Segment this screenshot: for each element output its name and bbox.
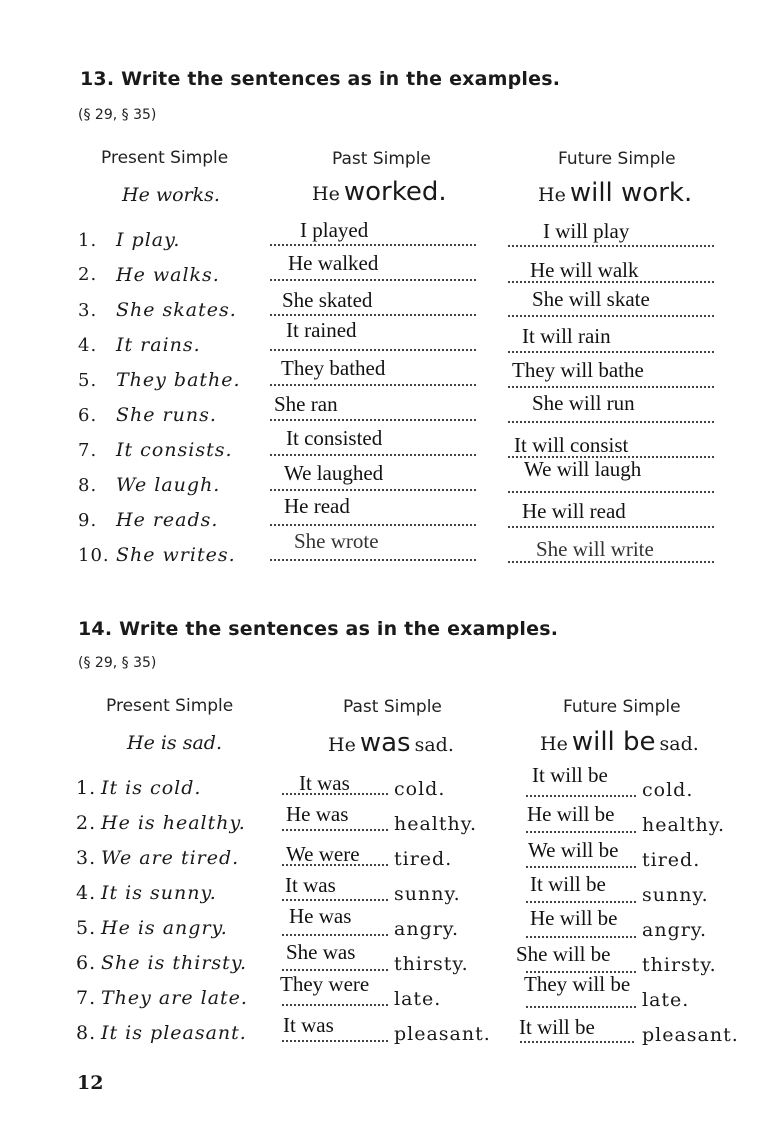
ex14-past-answer-line[interactable] (282, 969, 388, 971)
ex14-row-number: 6. (76, 952, 97, 974)
ex14-row-past-answer: She was (286, 940, 356, 964)
ex13-example-past (312, 177, 447, 207)
ex14-row-present: We are tired. (101, 847, 240, 869)
page-number: 12 (77, 1072, 104, 1094)
ex14-row-future-tail: angry. (642, 919, 708, 941)
ex14-example-future (540, 727, 699, 757)
ex14-row-present: She is thirsty. (101, 952, 248, 974)
ex14-row-past-tail: thirsty. (394, 953, 469, 975)
ex14-row-number: 2. (76, 812, 97, 834)
ex13-future-answer-line[interactable] (508, 351, 714, 353)
ex14-row-past-answer: It was (299, 771, 350, 795)
ex13-row-number: 10. (78, 545, 110, 566)
ex13-row-past-answer: She wrote (294, 529, 379, 553)
ex13-future-answer-line[interactable] (508, 491, 714, 493)
ex14-example-past (328, 728, 454, 758)
ex13-past-answer-line[interactable] (270, 314, 476, 316)
ex14-row-past-answer: He was (286, 802, 349, 826)
ex14-row-future-answer: We will be (528, 838, 619, 862)
ex14-row-past-answer: They were (280, 972, 370, 996)
ex14-row-past-tail: tired. (394, 848, 453, 870)
ex13-row-future-answer: It will rain (522, 324, 611, 348)
ex13-row-past-answer: He walked (288, 251, 379, 275)
ex13-example-past-subject: He (312, 183, 340, 205)
ex13-row-present: She writes. (116, 544, 236, 566)
ex13-row-present: It consists. (116, 439, 233, 461)
ex14-example-past-subject: He (328, 734, 356, 756)
ex14-row-past-answer: It was (283, 1013, 334, 1037)
ex14-row-number: 3. (76, 847, 97, 869)
ex13-row-number: 3. (78, 300, 98, 321)
ex13-row-past-answer: It consisted (286, 426, 383, 450)
ex14-row-future-tail: sunny. (642, 884, 709, 906)
ex13-row-future-answer: He will walk (530, 258, 639, 282)
ex13-row-future-answer: She will run (532, 391, 635, 415)
ex14-row-future-tail: pleasant. (642, 1024, 739, 1046)
ex13-row-future-answer: It will consist (514, 433, 629, 457)
ex13-row-present: She runs. (116, 404, 217, 426)
ex14-row-future-answer: It will be (519, 1015, 595, 1039)
ex14-header-present: Present Simple (106, 696, 234, 716)
ex14-past-answer-line[interactable] (282, 1040, 388, 1042)
ex14-example-future-tail: sad. (659, 733, 699, 755)
ex14-row-past-tail: sunny. (394, 883, 461, 905)
ex14-header-future: Future Simple (563, 697, 681, 717)
ex14-future-answer-line[interactable] (526, 901, 636, 903)
ex13-row-number: 4. (78, 335, 98, 356)
ex13-row-number: 5. (78, 370, 98, 391)
ex13-past-answer-line[interactable] (270, 244, 476, 246)
ex13-row-future-answer: He will read (522, 499, 626, 523)
ex13-header-past: Past Simple (332, 149, 431, 169)
ex14-row-past-tail: late. (394, 988, 442, 1010)
ex14-example-past-verb: was (359, 728, 411, 758)
ex14-example-future-subject: He (540, 733, 568, 755)
ex14-future-answer-line[interactable] (526, 936, 636, 938)
ex13-row-past-answer: She ran (274, 392, 338, 416)
ex13-row-future-answer: She will write (536, 537, 654, 561)
ex13-row-number: 2. (78, 264, 98, 285)
ex13-past-answer-line[interactable] (270, 349, 476, 351)
ex13-past-answer-line[interactable] (270, 384, 476, 386)
ex13-example-future-verb: will work. (569, 178, 693, 208)
ex13-row-future-answer: I will play (543, 219, 630, 243)
ex13-row-number: 1. (78, 230, 98, 251)
ex14-row-future-answer: He will be (527, 802, 615, 826)
ex14-row-number: 7. (76, 987, 97, 1009)
ex13-row-number: 6. (78, 405, 98, 426)
ex14-future-answer-line[interactable] (526, 1006, 636, 1008)
exercise-14-title: 14. Write the sentences as in the examples. (78, 618, 559, 640)
ex13-row-future-answer: We will laugh (524, 457, 642, 481)
ex14-row-number: 4. (76, 882, 97, 904)
ex13-row-present: He walks. (116, 264, 220, 286)
ex14-row-number: 1. (76, 777, 97, 799)
ex14-row-present: He is angry. (101, 917, 228, 939)
ex14-row-future-answer: They will be (524, 972, 631, 996)
ex13-future-answer-line[interactable] (508, 386, 714, 388)
ex14-row-past-tail: healthy. (394, 813, 478, 835)
ex13-example-past-verb: worked. (343, 177, 447, 207)
ex14-row-future-answer: It will be (532, 763, 608, 787)
ex13-row-past-answer: They bathed (281, 356, 386, 380)
ex14-past-answer-line[interactable] (282, 934, 388, 936)
ex13-past-answer-line[interactable] (270, 489, 476, 491)
ex13-example-present: He works. (122, 184, 220, 206)
ex14-example-past-tail: sad. (414, 734, 454, 756)
ex13-row-present: She skates. (116, 299, 237, 321)
ex14-row-present: It is pleasant. (101, 1022, 247, 1044)
ex13-future-answer-line[interactable] (508, 526, 714, 528)
ex14-past-answer-line[interactable] (282, 829, 388, 831)
ex14-future-answer-line[interactable] (526, 831, 636, 833)
ex14-example-present: He is sad. (127, 732, 222, 754)
ex13-row-present: It rains. (116, 334, 201, 356)
ex14-row-future-tail: late. (642, 989, 690, 1011)
ex14-row-past-answer: It was (285, 873, 336, 897)
ex14-row-past-tail: pleasant. (394, 1023, 491, 1045)
ex13-row-present: He reads. (116, 509, 219, 531)
ex14-row-past-tail: cold. (394, 778, 446, 800)
ex13-row-past-answer: He read (284, 494, 350, 518)
ex14-row-past-answer: He was (289, 904, 352, 928)
ex14-row-number: 8. (76, 1022, 97, 1044)
ex14-row-future-tail: healthy. (642, 814, 726, 836)
ex13-past-answer-line[interactable] (270, 419, 476, 421)
ex13-row-past-answer: I played (300, 218, 369, 242)
ex13-future-answer-line[interactable] (508, 315, 714, 317)
ex14-row-future-tail: cold. (642, 779, 694, 801)
ex13-example-future (538, 178, 692, 208)
ex13-past-answer-line[interactable] (270, 524, 476, 526)
ex14-row-present: It is sunny. (101, 882, 217, 904)
ex14-past-answer-line[interactable] (282, 1004, 388, 1006)
ex14-row-past-answer: We were (286, 842, 360, 866)
ex13-past-answer-line[interactable] (270, 279, 476, 281)
ex14-row-future-tail: tired. (642, 849, 701, 871)
ex14-row-present: They are late. (101, 987, 248, 1009)
ex14-row-present: He is healthy. (101, 812, 246, 834)
ex13-row-past-answer: We laughed (284, 461, 384, 485)
ex13-header-present: Present Simple (101, 148, 229, 168)
ex13-row-number: 8. (78, 475, 98, 496)
ex13-row-future-answer: They will bathe (512, 358, 644, 382)
ex13-example-future-subject: He (538, 184, 566, 206)
ex14-row-number: 5. (76, 917, 97, 939)
ex14-future-answer-line[interactable] (526, 795, 636, 797)
ex13-row-past-answer: She skated (282, 288, 373, 312)
ex14-future-answer-line[interactable] (520, 1041, 634, 1043)
ex13-past-answer-line[interactable] (270, 454, 476, 456)
ex13-future-answer-line[interactable] (508, 245, 714, 247)
ex13-row-past-answer: It rained (286, 318, 357, 342)
ex13-row-number: 7. (78, 440, 98, 461)
ex14-future-answer-line[interactable] (526, 866, 636, 868)
exercise-14-reference: (§ 29, § 35) (78, 655, 157, 671)
ex13-header-future: Future Simple (558, 149, 676, 169)
ex14-row-future-tail: thirsty. (642, 954, 717, 976)
exercise-13-title: 13. Write the sentences as in the examples. (80, 68, 561, 90)
ex14-row-future-answer: It will be (530, 872, 606, 896)
ex14-row-present: It is cold. (101, 777, 202, 799)
ex14-row-past-tail: angry. (394, 918, 460, 940)
ex13-row-number: 9. (78, 510, 98, 531)
ex14-row-future-answer: She will be (516, 942, 611, 966)
exercise-13-reference: (§ 29, § 35) (78, 107, 157, 123)
ex14-example-future-verb: will be (571, 727, 656, 757)
ex13-row-future-answer: She will skate (532, 287, 650, 311)
ex13-row-present: We laugh. (116, 474, 221, 496)
ex14-header-past: Past Simple (343, 697, 442, 717)
ex13-row-present: They bathe. (116, 369, 241, 391)
ex14-past-answer-line[interactable] (282, 899, 388, 901)
ex13-row-present: I play. (116, 229, 181, 251)
ex13-past-answer-line[interactable] (270, 559, 476, 561)
ex14-row-future-answer: He will be (530, 906, 618, 930)
ex13-future-answer-line[interactable] (508, 421, 714, 423)
